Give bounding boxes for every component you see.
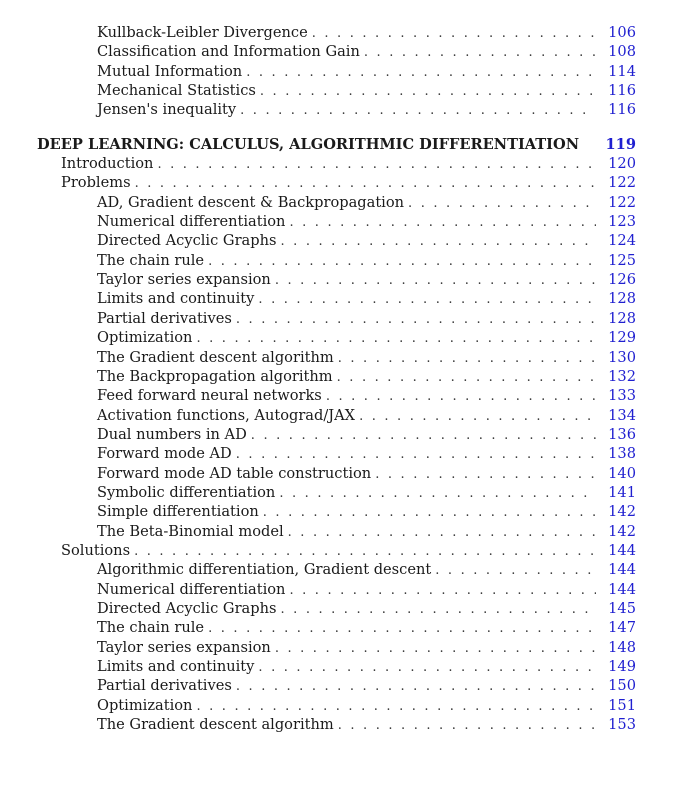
toc-entry[interactable] (0, 251, 695, 270)
toc-page-link[interactable]: 144 (608, 541, 636, 559)
toc-page-link[interactable]: 148 (608, 638, 636, 656)
dot-leader (134, 542, 596, 561)
toc-entry[interactable] (0, 81, 695, 100)
toc-entry[interactable] (0, 599, 695, 618)
dot-leader (289, 213, 596, 232)
toc-entry-title: The Backpropagation algorithm (97, 367, 333, 385)
toc-entry[interactable] (0, 289, 695, 308)
toc-page-link[interactable]: 122 (608, 174, 636, 192)
toc-page-link[interactable]: 106 (608, 24, 636, 41)
toc-entry-title: Mutual Information (97, 62, 243, 80)
dot-leader (289, 581, 596, 600)
dot-leader (236, 445, 596, 464)
toc-section-title: Solutions (61, 541, 131, 559)
toc-page-link[interactable]: 144 (608, 561, 636, 579)
toc-page-link[interactable]: 116 (608, 101, 636, 119)
dot-leader (258, 658, 596, 677)
toc-entry-title: Limits and continuity (97, 290, 255, 308)
toc-page-link[interactable]: 140 (608, 464, 636, 482)
toc-page-link[interactable]: 142 (608, 522, 636, 540)
toc-entry-title: Algorithmic differentiation, Gradient descent (97, 561, 432, 579)
toc-entry[interactable] (0, 309, 695, 328)
toc-entry[interactable] (0, 406, 695, 425)
toc-page-link[interactable]: 130 (608, 348, 636, 366)
toc-page-link[interactable]: 124 (608, 232, 636, 250)
toc-entry[interactable] (0, 560, 695, 579)
toc-section[interactable] (0, 541, 695, 560)
toc-entry-title: Classification and Information Gain (97, 43, 360, 61)
toc-page-link[interactable]: 128 (608, 309, 636, 327)
toc-entry-title: Numerical differentiation (97, 213, 286, 231)
toc-page-link[interactable]: 126 (608, 271, 636, 289)
toc-entry[interactable] (0, 386, 695, 405)
toc-page-link[interactable]: 120 (608, 155, 636, 173)
dot-leader (236, 310, 596, 329)
toc-entry-title: Symbolic differentiation (97, 483, 276, 501)
toc-entry[interactable] (0, 638, 695, 657)
toc-entry-title: AD, Gradient descent & Backpropagation (97, 193, 405, 211)
toc-entry[interactable] (0, 270, 695, 289)
toc-entry-title: Dual numbers in AD (97, 425, 247, 443)
toc-page-link[interactable]: 133 (608, 387, 636, 405)
dot-leader (326, 387, 596, 406)
toc-entry[interactable] (0, 618, 695, 637)
toc-entry-title: Taylor series expansion (97, 638, 271, 656)
toc-entry[interactable] (0, 676, 695, 695)
dot-leader (135, 174, 596, 193)
dot-leader (260, 82, 596, 101)
toc-entry[interactable] (0, 715, 695, 734)
toc-entry[interactable] (0, 23, 695, 42)
dot-leader (375, 465, 596, 484)
toc-page-link[interactable]: 150 (608, 677, 636, 695)
toc-entry[interactable] (0, 367, 695, 386)
toc-entry-title: Feed forward neural networks (97, 387, 322, 405)
dot-leader (364, 43, 596, 62)
toc-entry[interactable] (0, 444, 695, 463)
toc-entry[interactable] (0, 464, 695, 483)
dot-leader (236, 677, 596, 696)
toc-entry-title: Kullback-Leibler Divergence (97, 24, 308, 41)
toc-entry[interactable] (0, 502, 695, 521)
toc-entry-title: Activation functions, Autograd/JAX (97, 406, 356, 424)
toc-entry-title: The Gradient descent algorithm (97, 348, 334, 366)
toc-page-link[interactable]: 128 (608, 290, 636, 308)
dot-leader (246, 63, 596, 82)
toc-section[interactable] (0, 154, 695, 173)
dot-leader (338, 349, 596, 368)
dot-leader (275, 639, 596, 658)
toc-entry[interactable] (0, 231, 695, 250)
toc-page-link[interactable]: 144 (608, 580, 636, 598)
toc-entry-title: Taylor series expansion (97, 271, 271, 289)
toc-entry-title: Optimization (97, 696, 193, 714)
dot-leader (208, 252, 596, 271)
toc-entry[interactable] (0, 42, 695, 61)
toc-entry-title: The chain rule (97, 619, 205, 637)
dot-leader (280, 600, 596, 619)
toc-entry-title: The Beta-Binomial model (97, 522, 284, 540)
dot-leader (359, 407, 596, 426)
toc-entry[interactable] (0, 62, 695, 81)
toc-page-link[interactable]: 149 (608, 658, 636, 675)
toc-chapter-heading[interactable] (0, 135, 695, 154)
toc-page-link[interactable]: 129 (608, 329, 636, 347)
toc-entry[interactable] (0, 328, 695, 347)
toc-entry[interactable] (0, 212, 695, 231)
toc-page-link[interactable]: 145 (608, 599, 636, 617)
toc-entry-title: The chain rule (97, 251, 205, 269)
dot-leader (258, 290, 596, 309)
dot-leader (312, 24, 596, 43)
toc-entry-title: Optimization (97, 329, 193, 347)
toc-entry-title: The Gradient descent algorithm (97, 716, 334, 734)
toc-page-link[interactable]: 125 (608, 251, 636, 269)
toc-page-link[interactable]: 123 (608, 213, 636, 231)
toc-page-link[interactable]: 142 (608, 503, 636, 521)
dot-leader (196, 697, 596, 716)
toc-section[interactable] (0, 173, 695, 192)
dot-leader (251, 426, 596, 445)
dot-leader (157, 155, 596, 174)
toc-entry[interactable] (0, 657, 695, 676)
toc-entry[interactable] (0, 100, 695, 119)
toc-entry[interactable] (0, 193, 695, 212)
toc-page-link[interactable]: 151 (608, 696, 636, 714)
toc-entry[interactable] (0, 348, 695, 367)
dot-leader (275, 271, 596, 290)
toc-page-link[interactable]: 134 (608, 406, 636, 424)
dot-leader (337, 368, 596, 387)
dot-leader (279, 484, 596, 503)
dot-leader (240, 101, 596, 120)
toc-entry[interactable] (0, 580, 695, 599)
toc-page-link[interactable]: 116 (608, 82, 636, 100)
toc-entry-title: Forward mode AD (97, 445, 232, 463)
toc-entry[interactable] (0, 425, 695, 444)
toc-entry-title: Partial derivatives (97, 309, 232, 327)
toc-entry-title: Simple differentiation (97, 503, 259, 521)
table-of-contents (0, 23, 695, 734)
toc-page-link[interactable]: 132 (608, 367, 636, 385)
dot-leader (263, 503, 596, 522)
dot-leader (196, 329, 596, 348)
dot-leader (338, 716, 596, 735)
toc-entry[interactable] (0, 483, 695, 502)
toc-entry-title: Numerical differentiation (97, 580, 286, 598)
dot-leader (435, 561, 596, 580)
toc-entry[interactable] (0, 696, 695, 715)
dot-leader (288, 523, 596, 542)
toc-page-link[interactable]: 108 (608, 43, 636, 61)
toc-entry-title: Limits and continuity (97, 658, 255, 675)
dot-leader (280, 232, 596, 251)
toc-page-link[interactable]: 138 (608, 445, 636, 463)
toc-page-link[interactable]: 141 (608, 483, 636, 501)
toc-section-title: Problems (61, 174, 131, 192)
toc-page-link[interactable]: 122 (608, 193, 636, 211)
toc-page-link[interactable]: 147 (608, 619, 636, 637)
chapter-page-link[interactable]: 119 (605, 135, 636, 153)
toc-page-link[interactable]: 114 (608, 62, 636, 80)
toc-section-title: Introduction (61, 155, 154, 173)
toc-entry-title: Jensen's inequality (97, 101, 237, 119)
toc-entry-title: Directed Acyclic Graphs (97, 232, 277, 250)
toc-entry[interactable] (0, 522, 695, 541)
dot-leader (208, 619, 596, 638)
toc-entry-title: Forward mode AD table construction (97, 464, 372, 482)
toc-entry-title: Directed Acyclic Graphs (97, 599, 277, 617)
chapter-title: DEEP LEARNING: CALCULUS, ALGORITHMIC DIFFERENTIATION (37, 135, 580, 153)
toc-page-link[interactable]: 153 (608, 716, 636, 734)
toc-entry-title: Mechanical Statistics (97, 82, 256, 100)
toc-page-link[interactable]: 136 (608, 425, 636, 443)
toc-entry-title: Partial derivatives (97, 677, 232, 695)
dot-leader (408, 194, 596, 213)
